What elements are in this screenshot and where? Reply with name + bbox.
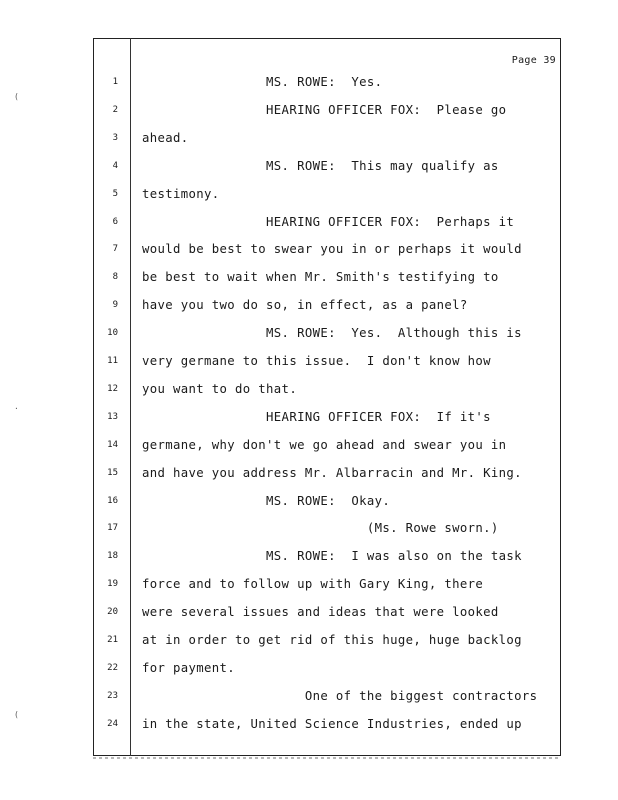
line-number: 23 <box>107 690 118 701</box>
transcript-line: MS. ROWE: I was also on the task <box>142 549 522 564</box>
transcript-line: ahead. <box>142 130 189 145</box>
line-number: 5 <box>112 188 118 199</box>
line-number: 4 <box>112 160 118 171</box>
scan-speck: ( <box>14 710 19 719</box>
line-number: 6 <box>112 216 118 227</box>
line-number: 10 <box>107 328 118 339</box>
line-number: 8 <box>112 272 118 283</box>
line-number: 20 <box>107 607 118 618</box>
line-number-margin-rule <box>130 38 131 756</box>
line-number: 13 <box>107 411 118 422</box>
transcript-line: MS. ROWE: Yes. Although this is <box>142 326 522 341</box>
scan-speck: ( <box>14 92 19 101</box>
page-number: Page 39 <box>511 55 556 66</box>
transcript-line: germane, why don't we go ahead and swear you in <box>142 437 507 452</box>
transcript-line: at in order to get rid of this huge, huge backlog <box>142 633 522 647</box>
line-number: 1 <box>112 77 118 87</box>
transcript-line: in the state, United Science Industries, ended up <box>142 716 522 731</box>
transcript-line: would be best to swear you in or perhaps it would <box>142 242 522 257</box>
transcript-line: testimony. <box>142 186 220 201</box>
transcript-line: MS. ROWE: Yes. <box>142 75 383 89</box>
transcript-line: you want to do that. <box>142 381 298 396</box>
line-number: 18 <box>107 551 118 562</box>
transcript-line: One of the biggest contractors <box>142 688 538 703</box>
line-number: 3 <box>112 132 118 143</box>
line-number: 14 <box>107 439 118 450</box>
transcript-line: for payment. <box>142 660 236 675</box>
line-number: 7 <box>112 244 118 255</box>
transcript-line: were several issues and ideas that were looked <box>142 605 499 620</box>
scan-speck: · <box>14 404 19 413</box>
line-number: 2 <box>112 104 118 115</box>
transcript-line: MS. ROWE: This may qualify as <box>142 158 499 173</box>
transcript-line: HEARING OFFICER FOX: Perhaps it <box>142 214 515 229</box>
line-number: 21 <box>107 635 118 645</box>
line-number: 22 <box>107 662 118 673</box>
line-number: 24 <box>107 718 118 729</box>
transcript-line: HEARING OFFICER FOX: If it's <box>142 409 491 424</box>
transcript-line: be best to wait when Mr. Smith's testifying to <box>142 270 499 285</box>
transcript-line: (Ms. Rowe sworn.) <box>142 521 499 536</box>
transcript-line: MS. ROWE: Okay. <box>142 493 391 508</box>
transcript-line: force and to follow up with Gary King, there <box>142 577 484 592</box>
transcript-page-frame <box>93 38 561 756</box>
scan-artifact <box>93 757 561 759</box>
line-number: 12 <box>107 383 118 394</box>
transcript-line: very germane to this issue. I don't know how <box>142 354 491 368</box>
transcript-line: have you two do so, in effect, as a panel? <box>142 298 468 313</box>
transcript-line: HEARING OFFICER FOX: Please go <box>142 102 507 117</box>
line-number: 15 <box>107 467 118 478</box>
line-number: 19 <box>107 579 118 590</box>
transcript-line: and have you address Mr. Albarracin and Mr. King. <box>142 465 522 480</box>
line-number: 17 <box>107 523 118 534</box>
line-number: 11 <box>107 356 118 366</box>
line-number: 16 <box>107 495 118 506</box>
line-number: 9 <box>112 300 118 311</box>
